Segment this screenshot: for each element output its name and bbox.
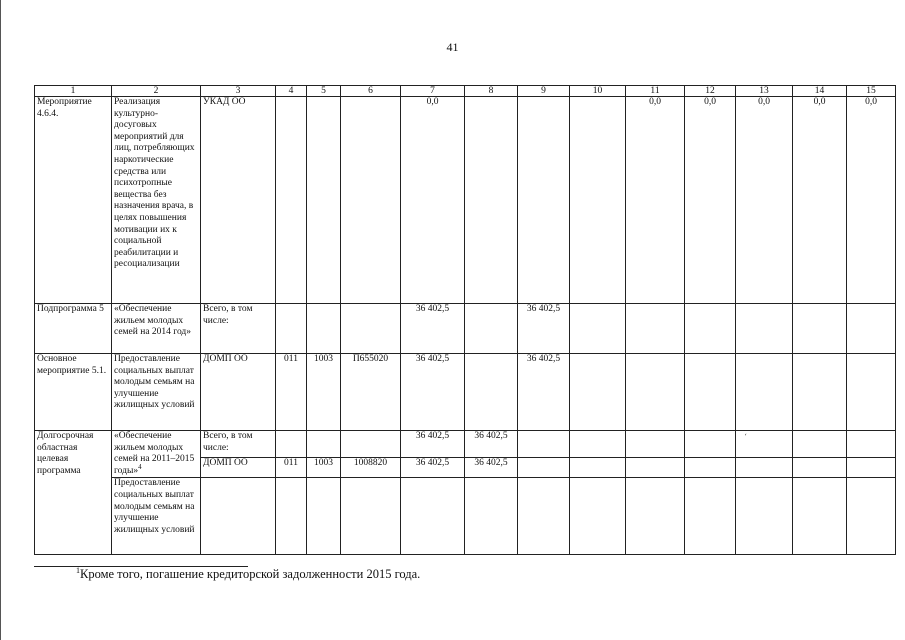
row-description-cell: Предоставление социальных выплат молодым семьям на улучшение жилищных условий [112,478,201,555]
empty-cell [307,478,341,555]
empty-cell [276,478,307,555]
page-number: 41 [446,40,459,54]
col-header-1: 1 [35,86,112,97]
col-header-11: 11 [626,86,685,97]
footnote-marker: 1 [76,565,80,575]
value-cell: 36 402,5 [465,458,518,478]
empty-cell [736,304,793,354]
value-cell: 36 402,5 [401,458,465,478]
empty-cell [626,354,685,431]
empty-cell [685,354,736,431]
empty-cell [201,478,276,555]
table-row [35,354,896,431]
empty-cell [341,431,401,458]
col-header-10: 10 [570,86,626,97]
table-row [35,97,896,304]
value-cell: 36 402,5 [401,354,465,431]
value-cell: 0,0 [847,97,896,304]
empty-cell [465,478,518,555]
code-cell: 1003 [307,354,341,431]
footnote-text: Кроме того, погашение кредиторской задолженности 2015 года. [80,567,421,581]
row-title-cell: Подпрограмма 5 [35,304,112,354]
code-cell: 011 [276,354,307,431]
footnote [76,567,420,582]
value-cell: 36 402,5 [401,304,465,354]
col-header-8: 8 [465,86,518,97]
row-description-cell: Реализация культурно-досуговых мероприятий для лиц, потребляющих наркотические средства или психотропные вещества без назначения врача, в целях повышения мотивации их к социальной реабилитации и ресоциализации [112,97,201,304]
empty-cell [518,97,570,304]
value-cell: 0,0 [626,97,685,304]
value-cell: 36 402,5 [518,304,570,354]
executor-cell: Всего, в том числе: [201,304,276,354]
table-row [35,304,896,354]
col-header-7: 7 [401,86,465,97]
empty-cell [401,478,465,555]
page-edge-line [0,0,1,640]
empty-cell [276,304,307,354]
empty-cell [626,304,685,354]
empty-cell [685,431,736,458]
empty-cell [685,458,736,478]
value-cell: 0,0 [685,97,736,304]
program-table [34,85,896,555]
empty-cell [518,478,570,555]
col-header-3: 3 [201,86,276,97]
col-header-4: 4 [276,86,307,97]
empty-cell [465,354,518,431]
empty-cell [570,458,626,478]
row-description-cell: «Обеспечение жильем молодых семей на 2014 год» [112,304,201,354]
empty-cell [793,431,847,458]
code-cell: П655020 [341,354,401,431]
empty-cell [847,478,896,555]
empty-cell [626,458,685,478]
value-cell: 36 402,5 [518,354,570,431]
empty-cell [518,431,570,458]
empty-cell [570,354,626,431]
empty-cell [570,431,626,458]
program-name-text: «Обеспечение жильем молодых семей на 2011–2015 годы» [114,431,195,476]
empty-cell [736,478,793,555]
row-title-cell: Основное мероприятие 5.1. [35,354,112,431]
col-header-5: 5 [307,86,341,97]
col-header-12: 12 [685,86,736,97]
value-cell: 36 402,5 [465,431,518,458]
empty-cell [570,478,626,555]
value-cell: 0,0 [401,97,465,304]
empty-cell [307,304,341,354]
code-cell: 011 [276,458,307,478]
col-header-15: 15 [847,86,896,97]
footnote-ref: 4 [138,462,142,471]
row-description-cell [112,431,201,478]
col-header-13: 13 [736,86,793,97]
empty-cell [793,478,847,555]
empty-cell [736,458,793,478]
executor-cell: Всего, в том числе: [201,431,276,458]
row-title-cell: Мероприятие 4.6.4. [35,97,112,304]
executor-cell: УКАД ОО [201,97,276,304]
empty-cell [847,458,896,478]
empty-cell [570,97,626,304]
value-cell: 0,0 [736,97,793,304]
row-description-cell: Предоставление социальных выплат молодым семьям на улучшение жилищных условий [112,354,201,431]
empty-cell [570,304,626,354]
stray-mark: ˊ [743,431,750,443]
empty-cell [465,97,518,304]
col-header-9: 9 [518,86,570,97]
code-cell: 1008820 [341,458,401,478]
empty-cell [341,304,401,354]
table-row [35,478,896,555]
empty-cell [847,354,896,431]
empty-cell [276,431,307,458]
column-number-row [35,86,896,97]
code-cell: 1003 [307,458,341,478]
empty-cell [465,304,518,354]
table-row [35,431,896,458]
empty-cell [793,304,847,354]
empty-cell [341,97,401,304]
empty-cell [307,431,341,458]
empty-cell [626,478,685,555]
empty-cell [793,354,847,431]
empty-cell [341,478,401,555]
empty-cell [685,304,736,354]
value-cell: 36 402,5 [401,431,465,458]
value-cell: 0,0 [793,97,847,304]
empty-cell [847,304,896,354]
col-header-2: 2 [112,86,201,97]
empty-cell [626,431,685,458]
col-header-6: 6 [341,86,401,97]
empty-cell [307,97,341,304]
empty-cell [736,354,793,431]
col-header-14: 14 [793,86,847,97]
empty-cell [847,431,896,458]
empty-cell [276,97,307,304]
empty-cell [793,458,847,478]
executor-cell: ДОМП ОО [201,458,276,478]
row-title-cell: Долгосрочная областная целевая программа [35,431,112,555]
executor-cell: ДОМП ОО [201,354,276,431]
empty-cell [518,458,570,478]
empty-cell [685,478,736,555]
